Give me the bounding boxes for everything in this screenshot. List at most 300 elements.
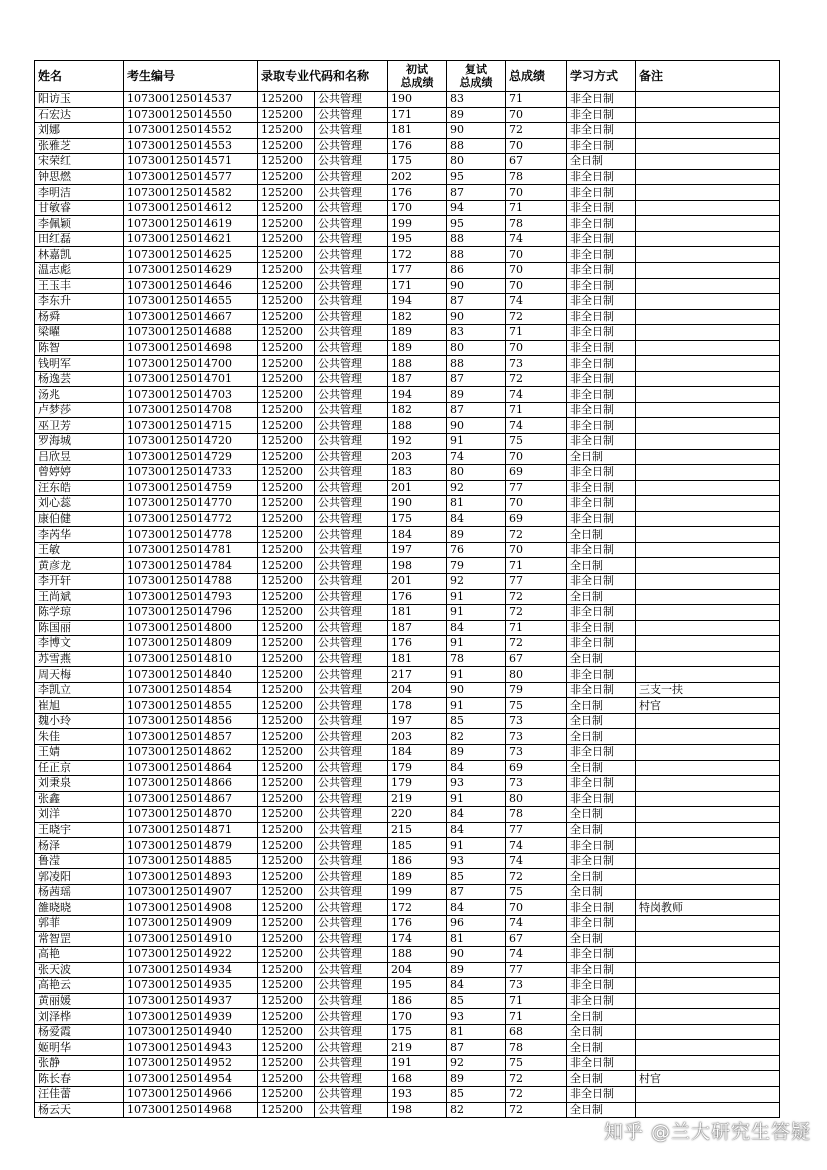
major-code-cell: 125200 bbox=[258, 418, 315, 434]
table-row bbox=[35, 402, 780, 418]
major-name-cell: 公共管理 bbox=[315, 356, 388, 372]
study-mode-cell: 非全日制 bbox=[567, 402, 636, 418]
total-score-cell: 74 bbox=[506, 418, 567, 434]
major-code-cell: 125200 bbox=[258, 558, 315, 574]
name-cell: 姬明华 bbox=[35, 1040, 124, 1056]
note-cell bbox=[636, 636, 780, 652]
major-name-cell: 公共管理 bbox=[315, 838, 388, 854]
major-name-cell: 公共管理 bbox=[315, 620, 388, 636]
major-name-cell: 公共管理 bbox=[315, 231, 388, 247]
initial-score-cell: 179 bbox=[388, 760, 447, 776]
study-mode-cell: 非全日制 bbox=[567, 309, 636, 325]
major-name-cell: 公共管理 bbox=[315, 1040, 388, 1056]
name-cell: 钱明军 bbox=[35, 356, 124, 372]
initial-score-cell: 182 bbox=[388, 309, 447, 325]
note-cell bbox=[636, 822, 780, 838]
major-code-cell: 125200 bbox=[258, 107, 315, 123]
major-code-cell: 125200 bbox=[258, 294, 315, 310]
name-cell: 杨爱霞 bbox=[35, 1024, 124, 1040]
study-mode-cell: 全日制 bbox=[567, 527, 636, 543]
note-cell bbox=[636, 511, 780, 527]
table-row bbox=[35, 309, 780, 325]
initial-score-cell: 197 bbox=[388, 542, 447, 558]
table-row bbox=[35, 682, 780, 698]
initial-score-cell: 194 bbox=[388, 294, 447, 310]
note-cell bbox=[636, 807, 780, 823]
study-mode-cell: 全日制 bbox=[567, 807, 636, 823]
total-score-cell: 72 bbox=[506, 527, 567, 543]
note-cell: 特岗教师 bbox=[636, 900, 780, 916]
major-code-cell: 125200 bbox=[258, 822, 315, 838]
initial-score-cell: 172 bbox=[388, 247, 447, 263]
study-mode-cell: 非全日制 bbox=[567, 200, 636, 216]
major-name-cell: 公共管理 bbox=[315, 371, 388, 387]
name-cell: 张鑫 bbox=[35, 791, 124, 807]
study-mode-cell: 全日制 bbox=[567, 589, 636, 605]
note-cell bbox=[636, 620, 780, 636]
table-row bbox=[35, 542, 780, 558]
major-code-cell: 125200 bbox=[258, 947, 315, 963]
retest-score-cell: 88 bbox=[447, 247, 506, 263]
id-cell: 107300125014840 bbox=[124, 667, 258, 683]
total-score-cell: 73 bbox=[506, 776, 567, 792]
name-cell: 刘秉泉 bbox=[35, 776, 124, 792]
major-code-cell: 125200 bbox=[258, 231, 315, 247]
id-cell: 107300125014954 bbox=[124, 1071, 258, 1087]
id-cell: 107300125014968 bbox=[124, 1102, 258, 1118]
note-cell bbox=[636, 480, 780, 496]
table-row bbox=[35, 356, 780, 372]
major-code-cell: 125200 bbox=[258, 200, 315, 216]
name-cell: 郭菲 bbox=[35, 915, 124, 931]
id-cell: 107300125014909 bbox=[124, 915, 258, 931]
initial-score-cell: 199 bbox=[388, 216, 447, 232]
id-cell: 107300125014708 bbox=[124, 402, 258, 418]
id-cell: 107300125014864 bbox=[124, 760, 258, 776]
note-cell bbox=[636, 231, 780, 247]
table-row bbox=[35, 744, 780, 760]
retest-score-cell: 93 bbox=[447, 1009, 506, 1025]
major-name-cell: 公共管理 bbox=[315, 713, 388, 729]
major-code-cell: 125200 bbox=[258, 636, 315, 652]
retest-score-cell: 79 bbox=[447, 558, 506, 574]
initial-score-cell: 199 bbox=[388, 884, 447, 900]
initial-score-cell: 220 bbox=[388, 807, 447, 823]
id-cell: 107300125014940 bbox=[124, 1024, 258, 1040]
table-row bbox=[35, 776, 780, 792]
study-mode-cell: 全日制 bbox=[567, 931, 636, 947]
retest-score-cell: 89 bbox=[447, 1071, 506, 1087]
initial-score-cell: 168 bbox=[388, 1071, 447, 1087]
initial-score-cell: 175 bbox=[388, 154, 447, 170]
retest-score-cell: 88 bbox=[447, 356, 506, 372]
major-name-cell: 公共管理 bbox=[315, 216, 388, 232]
initial-score-cell: 202 bbox=[388, 169, 447, 185]
study-mode-cell: 非全日制 bbox=[567, 356, 636, 372]
initial-score-cell: 204 bbox=[388, 682, 447, 698]
study-mode-cell: 非全日制 bbox=[567, 107, 636, 123]
table-row bbox=[35, 154, 780, 170]
total-score-cell: 77 bbox=[506, 962, 567, 978]
table-body bbox=[35, 92, 780, 1118]
initial-score-cell: 176 bbox=[388, 589, 447, 605]
name-cell: 杨舜 bbox=[35, 309, 124, 325]
note-cell bbox=[636, 869, 780, 885]
note-cell bbox=[636, 1087, 780, 1103]
table-row bbox=[35, 263, 780, 279]
note-cell bbox=[636, 371, 780, 387]
name-cell: 陈学琼 bbox=[35, 605, 124, 621]
header-total: 总成绩 bbox=[506, 61, 567, 92]
table-row bbox=[35, 884, 780, 900]
id-cell: 107300125014784 bbox=[124, 558, 258, 574]
retest-score-cell: 85 bbox=[447, 1087, 506, 1103]
table-row bbox=[35, 713, 780, 729]
major-code-cell: 125200 bbox=[258, 449, 315, 465]
major-code-cell: 125200 bbox=[258, 123, 315, 139]
retest-score-cell: 81 bbox=[447, 496, 506, 512]
initial-score-cell: 178 bbox=[388, 698, 447, 714]
major-code-cell: 125200 bbox=[258, 527, 315, 543]
table-row bbox=[35, 853, 780, 869]
note-cell bbox=[636, 589, 780, 605]
total-score-cell: 70 bbox=[506, 449, 567, 465]
major-code-cell: 125200 bbox=[258, 169, 315, 185]
retest-score-cell: 88 bbox=[447, 138, 506, 154]
name-cell: 宋荣红 bbox=[35, 154, 124, 170]
major-name-cell: 公共管理 bbox=[315, 822, 388, 838]
total-score-cell: 74 bbox=[506, 294, 567, 310]
major-code-cell: 125200 bbox=[258, 356, 315, 372]
major-name-cell: 公共管理 bbox=[315, 636, 388, 652]
name-cell: 杨逸芸 bbox=[35, 371, 124, 387]
note-cell bbox=[636, 138, 780, 154]
name-cell: 李东升 bbox=[35, 294, 124, 310]
major-code-cell: 125200 bbox=[258, 900, 315, 916]
study-mode-cell: 非全日制 bbox=[567, 247, 636, 263]
id-cell: 107300125014701 bbox=[124, 371, 258, 387]
initial-score-cell: 186 bbox=[388, 993, 447, 1009]
major-name-cell: 公共管理 bbox=[315, 527, 388, 543]
retest-score-cell: 87 bbox=[447, 371, 506, 387]
name-cell: 朱佳 bbox=[35, 729, 124, 745]
table-row bbox=[35, 962, 780, 978]
initial-score-cell: 189 bbox=[388, 869, 447, 885]
id-cell: 107300125014796 bbox=[124, 605, 258, 621]
initial-score-cell: 171 bbox=[388, 107, 447, 123]
table-row bbox=[35, 185, 780, 201]
retest-score-cell: 83 bbox=[447, 92, 506, 108]
study-mode-cell: 全日制 bbox=[567, 884, 636, 900]
total-score-cell: 71 bbox=[506, 620, 567, 636]
id-cell: 107300125014943 bbox=[124, 1040, 258, 1056]
study-mode-cell: 全日制 bbox=[567, 822, 636, 838]
name-cell: 魏小玲 bbox=[35, 713, 124, 729]
study-mode-cell: 非全日制 bbox=[567, 231, 636, 247]
note-cell bbox=[636, 1024, 780, 1040]
id-cell: 107300125014908 bbox=[124, 900, 258, 916]
major-code-cell: 125200 bbox=[258, 496, 315, 512]
name-cell: 陈国丽 bbox=[35, 620, 124, 636]
initial-score-cell: 189 bbox=[388, 325, 447, 341]
total-score-cell: 72 bbox=[506, 309, 567, 325]
major-name-cell: 公共管理 bbox=[315, 1009, 388, 1025]
retest-score-cell: 84 bbox=[447, 620, 506, 636]
table-row bbox=[35, 838, 780, 854]
total-score-cell: 78 bbox=[506, 1040, 567, 1056]
initial-score-cell: 172 bbox=[388, 900, 447, 916]
id-cell: 107300125014893 bbox=[124, 869, 258, 885]
retest-score-cell: 90 bbox=[447, 278, 506, 294]
major-code-cell: 125200 bbox=[258, 573, 315, 589]
initial-score-cell: 181 bbox=[388, 651, 447, 667]
header-name: 姓名 bbox=[35, 61, 124, 92]
id-cell: 107300125014809 bbox=[124, 636, 258, 652]
id-cell: 107300125014571 bbox=[124, 154, 258, 170]
study-mode-cell: 非全日制 bbox=[567, 682, 636, 698]
note-cell bbox=[636, 169, 780, 185]
initial-score-cell: 189 bbox=[388, 340, 447, 356]
major-code-cell: 125200 bbox=[258, 511, 315, 527]
study-mode-cell: 非全日制 bbox=[567, 371, 636, 387]
note-cell bbox=[636, 931, 780, 947]
id-cell: 107300125014910 bbox=[124, 931, 258, 947]
major-code-cell: 125200 bbox=[258, 1024, 315, 1040]
initial-score-cell: 177 bbox=[388, 263, 447, 279]
retest-score-cell: 91 bbox=[447, 636, 506, 652]
note-cell bbox=[636, 402, 780, 418]
initial-score-cell: 184 bbox=[388, 527, 447, 543]
total-score-cell: 70 bbox=[506, 107, 567, 123]
table-row bbox=[35, 200, 780, 216]
study-mode-cell: 全日制 bbox=[567, 1009, 636, 1025]
header-note: 备注 bbox=[636, 61, 780, 92]
major-name-cell: 公共管理 bbox=[315, 558, 388, 574]
major-code-cell: 125200 bbox=[258, 1055, 315, 1071]
study-mode-cell: 全日制 bbox=[567, 1071, 636, 1087]
study-mode-cell: 非全日制 bbox=[567, 387, 636, 403]
retest-score-cell: 84 bbox=[447, 807, 506, 823]
name-cell: 崔旭 bbox=[35, 698, 124, 714]
name-cell: 陈长春 bbox=[35, 1071, 124, 1087]
major-name-cell: 公共管理 bbox=[315, 154, 388, 170]
note-cell bbox=[636, 962, 780, 978]
note-cell bbox=[636, 978, 780, 994]
total-score-cell: 80 bbox=[506, 667, 567, 683]
id-cell: 107300125014935 bbox=[124, 978, 258, 994]
header-major: 录取专业代码和名称 bbox=[258, 61, 388, 92]
retest-score-cell: 85 bbox=[447, 713, 506, 729]
study-mode-cell: 非全日制 bbox=[567, 915, 636, 931]
retest-score-cell: 89 bbox=[447, 387, 506, 403]
table-row bbox=[35, 496, 780, 512]
name-cell: 吕欣昱 bbox=[35, 449, 124, 465]
header-retest-line1: 复试 bbox=[465, 63, 488, 76]
id-cell: 107300125014781 bbox=[124, 542, 258, 558]
name-cell: 康伯健 bbox=[35, 511, 124, 527]
name-cell: 杨云天 bbox=[35, 1102, 124, 1118]
id-cell: 107300125014862 bbox=[124, 744, 258, 760]
note-cell bbox=[636, 651, 780, 667]
initial-score-cell: 201 bbox=[388, 573, 447, 589]
retest-score-cell: 87 bbox=[447, 884, 506, 900]
note-cell bbox=[636, 278, 780, 294]
id-cell: 107300125014703 bbox=[124, 387, 258, 403]
note-cell bbox=[636, 713, 780, 729]
total-score-cell: 71 bbox=[506, 200, 567, 216]
retest-score-cell: 91 bbox=[447, 838, 506, 854]
major-code-cell: 125200 bbox=[258, 247, 315, 263]
major-code-cell: 125200 bbox=[258, 838, 315, 854]
major-name-cell: 公共管理 bbox=[315, 651, 388, 667]
note-cell bbox=[636, 216, 780, 232]
note-cell bbox=[636, 667, 780, 683]
retest-score-cell: 81 bbox=[447, 1024, 506, 1040]
note-cell bbox=[636, 418, 780, 434]
name-cell: 郭凌阳 bbox=[35, 869, 124, 885]
initial-score-cell: 188 bbox=[388, 356, 447, 372]
table-row bbox=[35, 123, 780, 139]
total-score-cell: 70 bbox=[506, 247, 567, 263]
retest-score-cell: 91 bbox=[447, 698, 506, 714]
total-score-cell: 73 bbox=[506, 729, 567, 745]
study-mode-cell: 非全日制 bbox=[567, 1055, 636, 1071]
major-name-cell: 公共管理 bbox=[315, 387, 388, 403]
retest-score-cell: 84 bbox=[447, 900, 506, 916]
id-cell: 107300125014855 bbox=[124, 698, 258, 714]
total-score-cell: 80 bbox=[506, 791, 567, 807]
note-cell bbox=[636, 325, 780, 341]
initial-score-cell: 175 bbox=[388, 511, 447, 527]
total-score-cell: 72 bbox=[506, 636, 567, 652]
major-code-cell: 125200 bbox=[258, 325, 315, 341]
retest-score-cell: 84 bbox=[447, 978, 506, 994]
major-name-cell: 公共管理 bbox=[315, 247, 388, 263]
major-name-cell: 公共管理 bbox=[315, 434, 388, 450]
table-row bbox=[35, 869, 780, 885]
name-cell: 张雅芝 bbox=[35, 138, 124, 154]
major-code-cell: 125200 bbox=[258, 1071, 315, 1087]
note-cell bbox=[636, 993, 780, 1009]
total-score-cell: 73 bbox=[506, 744, 567, 760]
study-mode-cell: 全日制 bbox=[567, 869, 636, 885]
id-cell: 107300125014646 bbox=[124, 278, 258, 294]
major-name-cell: 公共管理 bbox=[315, 294, 388, 310]
major-code-cell: 125200 bbox=[258, 791, 315, 807]
id-cell: 107300125014788 bbox=[124, 573, 258, 589]
initial-score-cell: 183 bbox=[388, 465, 447, 481]
study-mode-cell: 全日制 bbox=[567, 1040, 636, 1056]
name-cell: 王婧 bbox=[35, 744, 124, 760]
major-code-cell: 125200 bbox=[258, 589, 315, 605]
major-code-cell: 125200 bbox=[258, 1009, 315, 1025]
total-score-cell: 73 bbox=[506, 713, 567, 729]
study-mode-cell: 非全日制 bbox=[567, 216, 636, 232]
table-row bbox=[35, 931, 780, 947]
note-cell bbox=[636, 387, 780, 403]
major-name-cell: 公共管理 bbox=[315, 993, 388, 1009]
major-name-cell: 公共管理 bbox=[315, 92, 388, 108]
table-row bbox=[35, 605, 780, 621]
study-mode-cell: 全日制 bbox=[567, 698, 636, 714]
note-cell bbox=[636, 496, 780, 512]
total-score-cell: 72 bbox=[506, 589, 567, 605]
id-cell: 107300125014537 bbox=[124, 92, 258, 108]
note-cell bbox=[636, 449, 780, 465]
major-code-cell: 125200 bbox=[258, 402, 315, 418]
initial-score-cell: 198 bbox=[388, 1102, 447, 1118]
name-cell: 石宏达 bbox=[35, 107, 124, 123]
major-name-cell: 公共管理 bbox=[315, 480, 388, 496]
table-row bbox=[35, 620, 780, 636]
id-cell: 107300125014700 bbox=[124, 356, 258, 372]
name-cell: 任正京 bbox=[35, 760, 124, 776]
major-code-cell: 125200 bbox=[258, 884, 315, 900]
retest-score-cell: 92 bbox=[447, 1055, 506, 1071]
note-cell bbox=[636, 465, 780, 481]
retest-score-cell: 91 bbox=[447, 667, 506, 683]
total-score-cell: 73 bbox=[506, 356, 567, 372]
major-code-cell: 125200 bbox=[258, 807, 315, 823]
table-row bbox=[35, 915, 780, 931]
total-score-cell: 67 bbox=[506, 931, 567, 947]
retest-score-cell: 91 bbox=[447, 791, 506, 807]
total-score-cell: 70 bbox=[506, 496, 567, 512]
major-code-cell: 125200 bbox=[258, 713, 315, 729]
major-name-cell: 公共管理 bbox=[315, 1055, 388, 1071]
note-cell bbox=[636, 542, 780, 558]
note-cell bbox=[636, 915, 780, 931]
initial-score-cell: 182 bbox=[388, 402, 447, 418]
total-score-cell: 74 bbox=[506, 915, 567, 931]
id-cell: 107300125014577 bbox=[124, 169, 258, 185]
major-code-cell: 125200 bbox=[258, 978, 315, 994]
name-cell: 田红磊 bbox=[35, 231, 124, 247]
study-mode-cell: 全日制 bbox=[567, 1102, 636, 1118]
name-cell: 甘敏睿 bbox=[35, 200, 124, 216]
table-row bbox=[35, 729, 780, 745]
study-mode-cell: 非全日制 bbox=[567, 123, 636, 139]
study-mode-cell: 非全日制 bbox=[567, 978, 636, 994]
name-cell: 高艳云 bbox=[35, 978, 124, 994]
initial-score-cell: 176 bbox=[388, 636, 447, 652]
initial-score-cell: 194 bbox=[388, 387, 447, 403]
table-row bbox=[35, 807, 780, 823]
retest-score-cell: 90 bbox=[447, 123, 506, 139]
study-mode-cell: 非全日制 bbox=[567, 1087, 636, 1103]
table-row bbox=[35, 589, 780, 605]
id-cell: 107300125014793 bbox=[124, 589, 258, 605]
table-row bbox=[35, 434, 780, 450]
initial-score-cell: 175 bbox=[388, 1024, 447, 1040]
major-name-cell: 公共管理 bbox=[315, 185, 388, 201]
total-score-cell: 69 bbox=[506, 511, 567, 527]
initial-score-cell: 181 bbox=[388, 605, 447, 621]
study-mode-cell: 非全日制 bbox=[567, 791, 636, 807]
major-name-cell: 公共管理 bbox=[315, 573, 388, 589]
total-score-cell: 77 bbox=[506, 480, 567, 496]
major-name-cell: 公共管理 bbox=[315, 869, 388, 885]
note-cell bbox=[636, 356, 780, 372]
initial-score-cell: 176 bbox=[388, 138, 447, 154]
study-mode-cell: 全日制 bbox=[567, 154, 636, 170]
major-name-cell: 公共管理 bbox=[315, 542, 388, 558]
note-cell bbox=[636, 1009, 780, 1025]
id-cell: 107300125014922 bbox=[124, 947, 258, 963]
major-name-cell: 公共管理 bbox=[315, 278, 388, 294]
initial-score-cell: 170 bbox=[388, 200, 447, 216]
name-cell: 周天梅 bbox=[35, 667, 124, 683]
